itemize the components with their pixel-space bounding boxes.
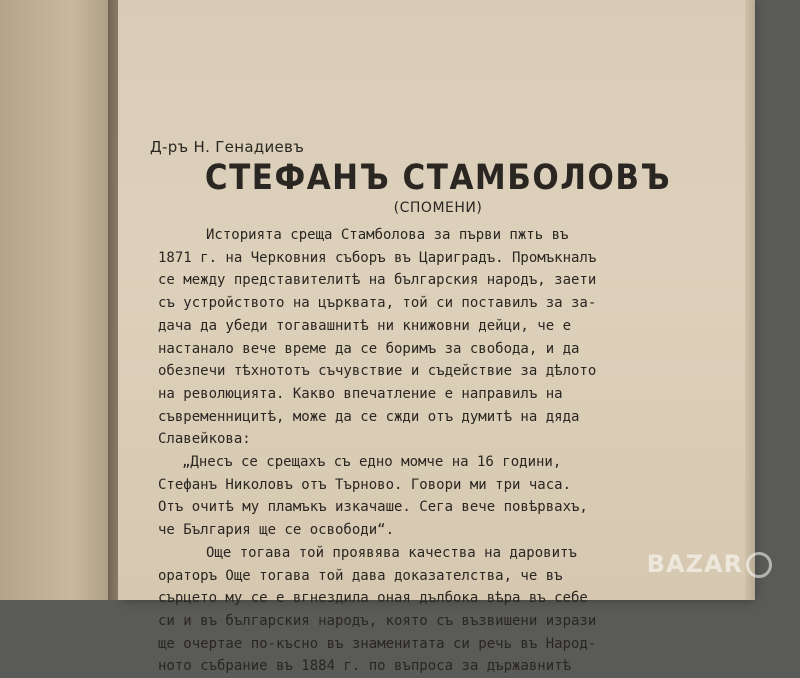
quote-line: Отъ очитѣ му пламъкъ изкачаше. Сега вече повѣрвахъ, [158, 499, 588, 516]
text-line: се между представителитѣ на българския народъ, заети [158, 272, 597, 289]
text-line: Славейкова: [158, 431, 251, 448]
quote-line: Стефанъ Николовъ отъ Търново. Говори ми три часа. [158, 476, 572, 493]
article-title: СТЕФАНЪ СТАМБОЛОВЪ [204, 157, 672, 199]
text-line: Историята среща Стамболова за първи пжть въ [206, 227, 569, 243]
watermark-text: BAZAR [646, 550, 743, 578]
article-subtitle: (СПОМЕНИ) [393, 200, 483, 216]
author-name: Д-ръ Н. Генадиевъ [150, 138, 305, 156]
text-line: съ устройството на църквата, той си поставилъ за за- [158, 295, 597, 312]
body-text [158, 224, 718, 678]
text-line: Още тогава той проявява качества на даровитъ [206, 544, 577, 561]
text-line: на революцията. Какво впечатление е направилъ на [158, 385, 563, 402]
text-line: съвременницитѣ, може да се сжди отъ думитѣ на дяда [158, 408, 580, 425]
text-line: си и въ българския народъ, която съ възвишени изрази [158, 612, 597, 629]
watermark-circle-icon [746, 552, 772, 578]
page-edge [745, 0, 755, 600]
watermark-logo [647, 550, 772, 578]
text-line: 1871 г. на Черковния съборъ въ Цариградъ. Промъкналъ [158, 249, 597, 266]
text-line: дача да убеди тогавашнитѣ ни книжовни дейци, че е [158, 317, 572, 334]
page-content [150, 138, 718, 678]
quote-line: „Днесъ се срещахъ съ едно момче на 16 години, [182, 454, 562, 471]
left-page [0, 0, 118, 600]
text-line: ще очертае по-късно въ знаменитата си речь въ Народ- [158, 635, 597, 652]
book-page [118, 0, 748, 675]
text-line: сърцето му се е вгнездила оная дълбока вѣра въ себе [158, 590, 588, 607]
quote-line: че България ще се освободи“. [158, 522, 395, 539]
text-line: ораторъ Още тогава той дава доказателства, че въ [158, 567, 563, 584]
text-line: обезпечи тѣхнототъ съчувствие и съдействие за дѣлото [158, 363, 597, 380]
text-line: ното събрание въ 1884 г. по въпроса за държавнитѣ [158, 658, 572, 675]
text-line: настанало вече време да се боримъ за свобода, и да [158, 340, 580, 357]
